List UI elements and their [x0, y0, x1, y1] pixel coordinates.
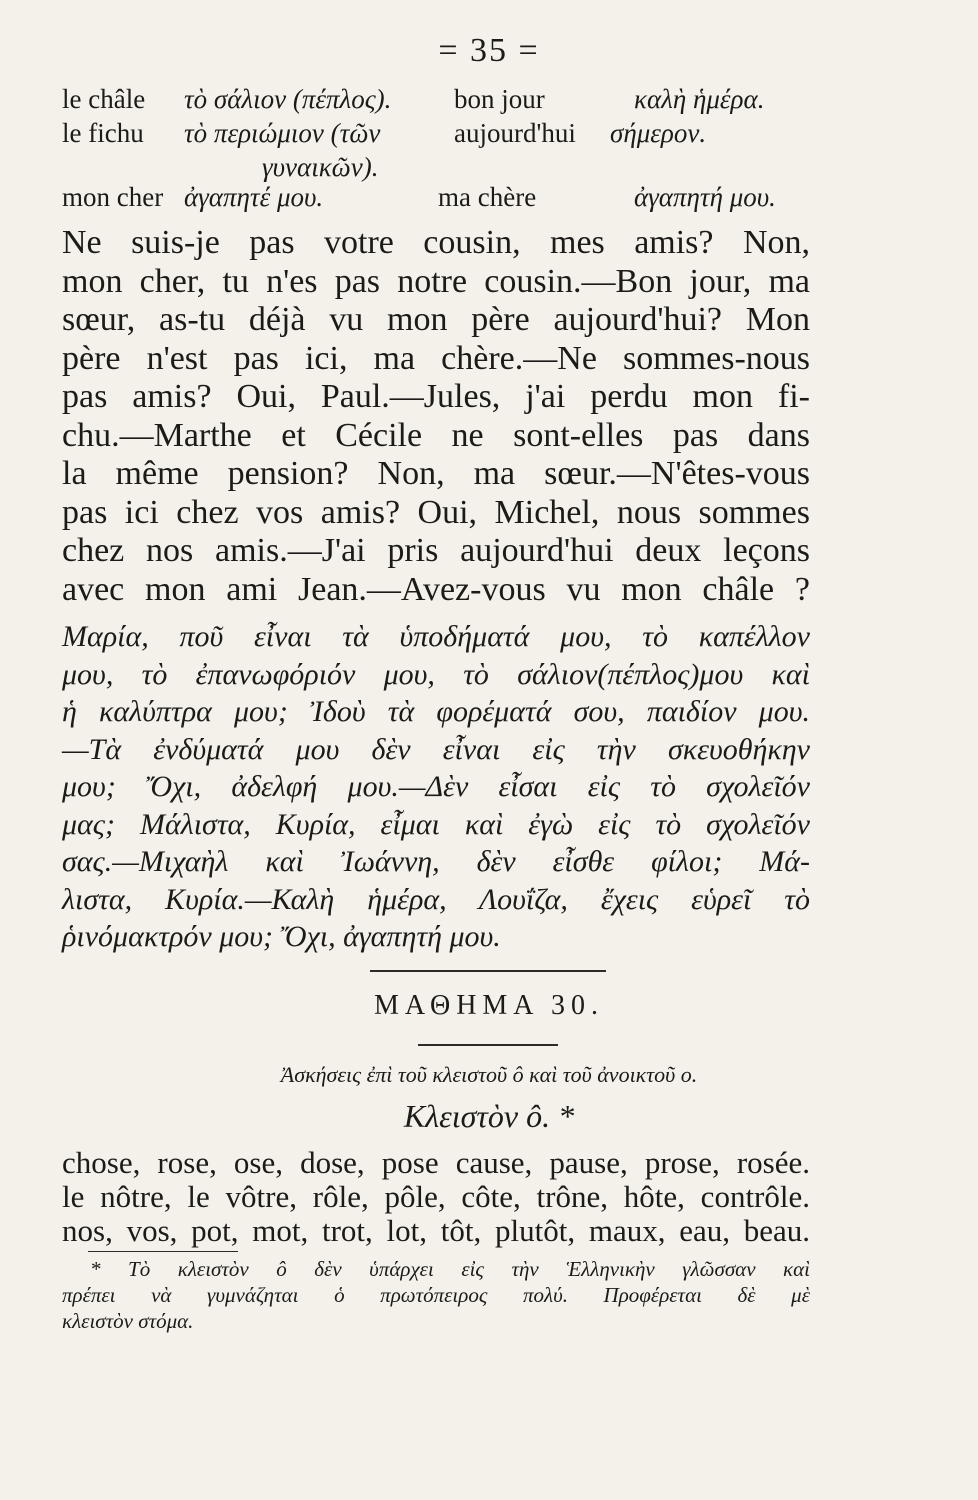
- text-line: λιστα, Κυρία.—Καλὴ ἡμέρα, Λουΐζα, ἔχεις εὑρεῖ τὸ: [62, 882, 810, 916]
- vocab-french: ma chère: [438, 182, 537, 212]
- french-exercise-paragraph: [62, 224, 810, 609]
- divider: [370, 970, 606, 972]
- text-line: μου, τὸ ἐπανωφόριόν μου, τὸ σάλιον(πέπλος)μου καὶ: [62, 657, 810, 691]
- vocab-french: bon jour: [454, 84, 545, 114]
- greek-exercise-paragraph: [62, 618, 810, 956]
- footnote: [62, 1256, 810, 1334]
- text-line: mon cher, tu n'es pas notre cousin.—Bon jour, ma: [62, 262, 810, 300]
- word-lists: [62, 1146, 810, 1248]
- text-line: chez nos amis.—J'ai pris aujourd'hui deux leçons: [62, 532, 810, 569]
- vocab-greek: τὸ σάλιον (πέπλος).: [184, 84, 392, 114]
- vocab-french: aujourd'hui: [454, 118, 576, 148]
- exercise-heading: Ἀσκήσεις ἐπὶ τοῦ κλειστοῦ ô καὶ τοῦ ἀνοικτοῦ o.: [280, 1062, 698, 1087]
- vocab-row: [62, 152, 822, 182]
- vocab-greek: ἀγαπητή μου.: [634, 182, 776, 212]
- footnote-line: πρέπει νὰ γυμνάζηται ὁ πρωτόπειρος πολύ. Προφέρεται δὲ μὲ: [62, 1283, 810, 1307]
- text-line: —Τὰ ἐνδύματά μου δὲν εἶναι εἰς τὴν σκευοθήκην: [62, 732, 810, 766]
- text-line: σας.—Μιχαὴλ καὶ Ἰωάννη, δὲν εἶσθε φίλοι; Μά-: [62, 845, 810, 878]
- vocab-greek: καλὴ ἡμέρα.: [634, 84, 765, 114]
- text-line: la même pension? Non, ma sœur.—N'êtes-vous: [62, 455, 810, 492]
- footnote-line: κλειστὸν στόμα.: [62, 1309, 194, 1333]
- footnote-line: * Τὸ κλειστὸν ô δὲν ὑπάρχει εἰς τὴν Ἑλληνικὴν γλῶσσαν καὶ: [90, 1257, 810, 1281]
- text-line: ἡ καλύπτρα μου; Ἰδοὺ τὰ φορέματά σου, παιδίον μου.: [62, 695, 810, 728]
- vocab-french: le fichu: [62, 118, 144, 148]
- vocab-row: [62, 84, 822, 118]
- vocab-row: [62, 182, 822, 216]
- vocab-greek: ἀγαπητέ μου.: [184, 182, 324, 212]
- closed-o-heading: Κλειστὸν ô. *: [403, 1098, 575, 1134]
- vocab-greek: γυναικῶν).: [262, 152, 379, 182]
- text-line: ῥινόμακτρόν μου; Ὄχι, ἀγαπητή μου.: [62, 920, 501, 953]
- text-line: Μαρία, ποῦ εἶναι τὰ ὑποδήματά μου, τὸ καπέλλον: [62, 620, 810, 653]
- text-line: pas amis? Oui, Paul.—Jules, j'ai perdu mon fi-: [62, 378, 810, 415]
- text-line: père n'est pas ici, ma chère.—Ne sommes-nous: [62, 339, 810, 377]
- text-line: avec mon ami Jean.—Avez-vous vu mon châle ?: [62, 570, 810, 608]
- vocab-row: [62, 118, 822, 152]
- text-line: μας; Μάλιστα, Κυρία, εἶμαι καὶ ἐγὼ εἰς τὸ σχολεῖόν: [62, 807, 810, 841]
- text-line: Ne suis-je pas votre cousin, mes amis? Non,: [62, 224, 810, 261]
- word-list-line: nos, vos, pot, mot, trot, lot, tôt, plutôt, maux, eau, beau.: [62, 1213, 810, 1248]
- divider: [418, 1044, 558, 1046]
- vocab-french: mon cher: [62, 182, 164, 212]
- vocabulary-list: [62, 84, 822, 216]
- word-list-line: le nôtre, le vôtre, rôle, pôle, côte, trône, hôte, contrôle.: [62, 1179, 810, 1214]
- page-number: = 35 =: [438, 32, 540, 69]
- word-list-line: chose, rose, ose, dose, pose cause, pause, prose, rosée.: [62, 1145, 810, 1180]
- text-line: sœur, as-tu déjà vu mon père aujourd'hui? Mon: [62, 301, 810, 338]
- vocab-greek: σήμερον.: [610, 118, 707, 148]
- lesson-title: ΜΑΘΗΜΑ 30.: [374, 990, 604, 1021]
- text-line: pas ici chez vos amis? Oui, Michel, nous sommes: [62, 493, 810, 531]
- text-line: chu.—Marthe et Cécile ne sont-elles pas dans: [62, 416, 810, 454]
- vocab-greek: τὸ περιώμιον (τῶν: [184, 118, 381, 148]
- text-line: μου; Ὄχι, ἀδελφή μου.—Δὲν εἶσαι εἰς τὸ σχολεῖόν: [62, 770, 810, 803]
- vocab-french: le châle: [62, 84, 146, 114]
- footnote-divider: [88, 1251, 238, 1252]
